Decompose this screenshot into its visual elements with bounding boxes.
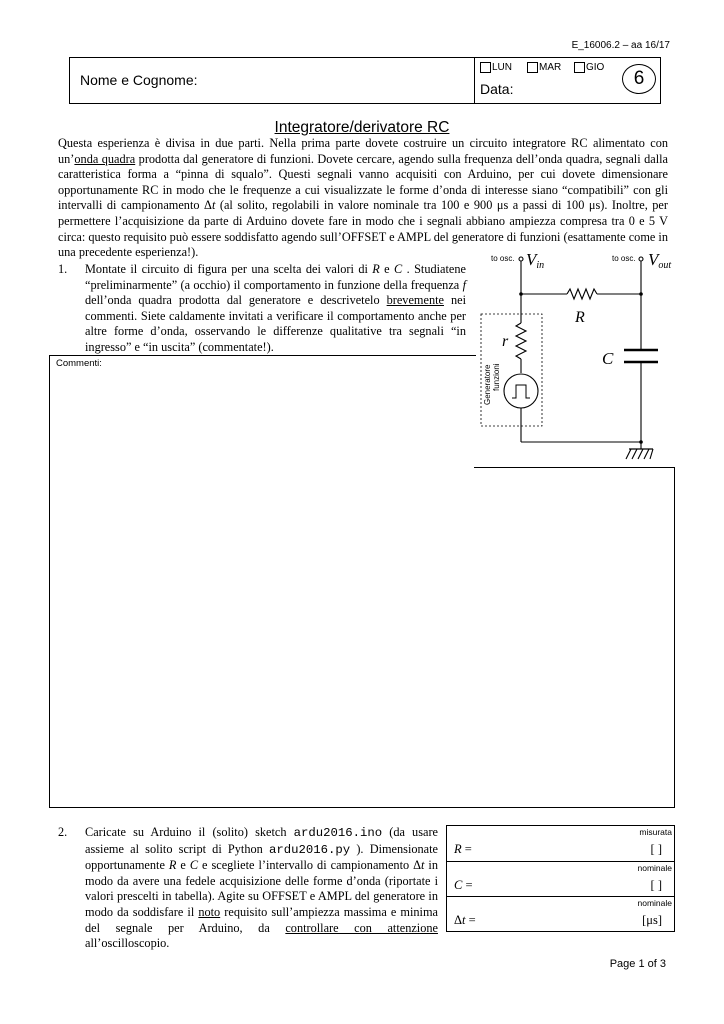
resistor-r-label: R <box>575 309 585 326</box>
values-table <box>446 825 675 932</box>
rc-circuit-diagram <box>475 245 680 467</box>
header-divider <box>474 57 475 104</box>
document-code: E_16006.2 – aa 16/17 <box>571 40 670 51</box>
comment-label: Commenti: <box>56 358 102 369</box>
page-title: Integratore/derivatore RC <box>274 119 450 136</box>
generator-label-line2: funzioni <box>492 363 501 391</box>
checkbox-gio[interactable]: GIO <box>574 62 604 73</box>
vout-label: Vout <box>648 250 672 271</box>
table-row-c[interactable]: nominale C = [ ] <box>447 861 674 897</box>
instruction-item-2: 2. Caricate su Arduino il (solito) sketch ardu2016.ino (da usare assieme al solito script di Python ardu2016.py ). Dimensionate opportunamente R e C e scegliete l’intervallo di campionamento Δt in modo da avere una fedele acquisizione delle forme d’onda (riportate i valori prescelti in tabella). Agite su OFFSET e AMPL del generatore in modo da soddisfare il noto requisito sull’ampiezza massima e minima del segnale per Arduino, da controllare con attenzione all’oscilloscopio. <box>58 825 439 951</box>
checkbox-icon[interactable] <box>574 62 585 73</box>
capacitor-label: C <box>602 349 614 368</box>
page-number: Page 1 of 3 <box>609 958 666 970</box>
intro-paragraph: Questa esperienza è divisa in due parti. Nella prima parte dovete costruire un circuito integratore RC alimentato con un’onda quadra prodotta dal generatore di funzioni. Dovete cercare, agendo sulla frequenza dell’onda quadra, segnali dalla caratteristica forma a “pinna di squalo”. Questi segnali vanno acquisiti con Arduino, per cui dovete dimensionare opportunamente RC in modo che le frequenze a cui visualizzate le forme d’onda di interesse siano “compatibili” con gli intervalli di campionamento Δt (al solito, regolabili in valore nominale tra 100 e 900 μs a passi di 100 μs). Inoltre, per permettere l’acquisizione da parte di Arduino dovete fare in modo che i segnali abbiano ampiezza compresa tra 0 e 5 V circa: questo requisito può essere soddisfatto agendo sull’OFFSET e AMPL del generatore di funzioni (esattamente come in una precedente esperienza!). <box>58 136 668 260</box>
vin-label: Vin <box>526 250 545 271</box>
table-row-r[interactable]: misurata R = [ ] <box>454 827 672 856</box>
checkbox-icon[interactable] <box>480 62 491 73</box>
internal-resistance-label: r <box>502 333 509 350</box>
comment-box[interactable] <box>49 355 476 808</box>
checkbox-mar[interactable]: MAR <box>527 62 561 73</box>
date-label: Data: <box>480 81 514 97</box>
comment-box-extension[interactable] <box>474 467 675 808</box>
table-row-dt[interactable]: nominale Δt = [μs] <box>447 896 674 932</box>
checkbox-lun[interactable]: LUN <box>480 62 512 73</box>
to-osc-label-left: to osc. <box>491 254 515 263</box>
to-osc-label-right: to osc. <box>612 254 636 263</box>
experience-number: 6 <box>622 64 656 94</box>
checkbox-icon[interactable] <box>527 62 538 73</box>
generator-label-line1: Generatore <box>483 364 492 405</box>
instruction-item-1: 1. Montate il circuito di figura per una scelta dei valori di R e C . Studiatene “preliminarmente” (a occhio) il comportamento in funzione della frequenza f dell’onda quadra prodotta dal generatore e descrivetelo brevemente nei commenti. Siete caldamente invitati a verificare il comportamento anche per altre forme d’onda, osservando le differenze qualitative tra segnali “in ingresso” e “in uscita” (commentate!). <box>58 262 466 354</box>
name-label: Nome e Cognome: <box>80 72 198 88</box>
